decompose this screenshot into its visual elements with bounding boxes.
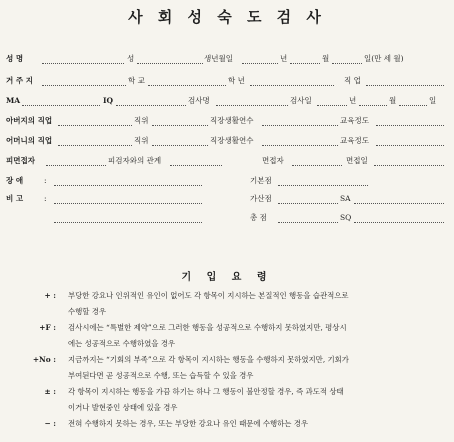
informant-field[interactable]	[46, 165, 106, 166]
birth-month-field[interactable]	[290, 63, 320, 64]
guide-symbol: ± :	[44, 387, 56, 396]
guide-text: 수행할 경우	[68, 307, 107, 316]
mother-position-field[interactable]	[152, 145, 208, 146]
row-test	[6, 95, 448, 107]
father-years-field[interactable]	[262, 125, 338, 126]
relation-label: 피검자와의 관계	[108, 156, 162, 165]
guide-text: 검사시에는 “특별한 제약”으로 그러한 행동을 성공적으로 수행하지 못하였지만, 평상시	[68, 323, 347, 332]
interviewer-field[interactable]	[292, 165, 342, 166]
day-age-label: 일(만 세 월)	[364, 54, 404, 63]
ma-field[interactable]	[22, 105, 100, 106]
basal-label: 기본점	[250, 176, 272, 185]
guide-item	[8, 352, 448, 368]
test-day-label: 일	[429, 96, 437, 105]
guide-item	[8, 320, 448, 336]
name-field[interactable]	[42, 63, 124, 64]
interviewer-label: 면접자	[262, 156, 284, 165]
address-label: 거 주 지	[6, 76, 33, 85]
sq-label: SQ	[340, 213, 352, 222]
guide-item	[8, 336, 448, 352]
disability-label: 장 애	[6, 176, 24, 185]
school-field[interactable]	[148, 85, 226, 86]
row-remarks	[6, 193, 448, 205]
father-edu-label: 교육정도	[340, 116, 369, 125]
gender-label: 성	[127, 54, 135, 63]
guide-item	[8, 368, 448, 384]
sa-field[interactable]	[354, 203, 444, 204]
father-position-field[interactable]	[152, 125, 208, 126]
guide-text: 이거나 발현중인 상태에 있을 경우	[68, 403, 178, 412]
row-interview	[6, 155, 448, 167]
guide-item	[8, 288, 448, 304]
sa-label: SA	[340, 194, 351, 203]
mother-years-label: 직장생활연수	[210, 136, 254, 145]
iq-label: IQ	[103, 96, 114, 105]
birth-year-field[interactable]	[242, 63, 278, 64]
guide-text: 부당한 강요나 인위적인 유인이 없어도 각 항목이 지시하는 본질적인 행동을 습관적으로	[68, 291, 349, 300]
test-year-field[interactable]	[317, 105, 347, 106]
guide-text: 전혀 수행하지 못하는 경우, 또는 부당한 강요나 유인 때문에 수행하는 경우	[68, 419, 309, 428]
remarks-field[interactable]	[54, 203, 202, 204]
relation-field[interactable]	[170, 165, 222, 166]
test-month-label: 월	[389, 96, 397, 105]
mother-years-field[interactable]	[262, 145, 338, 146]
birth-day-field[interactable]	[332, 63, 362, 64]
father-job-label: 아버지의 직업	[6, 116, 53, 125]
guide-list	[8, 288, 448, 432]
informant-label: 피면접자	[6, 156, 35, 165]
occupation-label: 직 업	[344, 76, 361, 85]
basal-field[interactable]	[278, 185, 368, 186]
row-mother	[6, 135, 448, 147]
additional-label: 가산점	[250, 194, 272, 203]
test-day-field[interactable]	[399, 105, 427, 106]
guide-item	[8, 384, 448, 400]
father-job-field[interactable]	[58, 125, 132, 126]
mother-position-label: 직위	[134, 136, 149, 145]
address-field[interactable]	[42, 85, 126, 86]
iq-field[interactable]	[116, 105, 186, 106]
test-date-label: 검사일	[290, 96, 312, 105]
father-edu-field[interactable]	[376, 125, 444, 126]
name-label: 성 명	[6, 54, 24, 63]
school-label: 학 교	[128, 76, 145, 85]
additional-field[interactable]	[278, 203, 338, 204]
ma-label: MA	[6, 96, 21, 105]
remarks-colon: :	[44, 194, 47, 203]
guide-symbol: +F :	[39, 323, 56, 332]
disability-colon: :	[44, 176, 47, 185]
mother-edu-label: 교육정도	[340, 136, 369, 145]
father-position-label: 직위	[134, 116, 149, 125]
remarks-label: 비 고	[6, 194, 24, 203]
page-title: 사 회 성 숙 도 검 사	[128, 8, 326, 26]
disability-field[interactable]	[54, 185, 202, 186]
row-father	[6, 115, 448, 127]
row-address	[6, 75, 448, 87]
guide-text: 지금까지는 “기회의 부족”으로 각 항목이 지시하는 행동을 수행하지 못하였지만, 기회가	[68, 355, 349, 364]
guide-title: 기 입 요 령	[181, 272, 273, 283]
interview-date-field[interactable]	[374, 165, 444, 166]
grade-label: 학 년	[228, 76, 245, 85]
sq-field[interactable]	[354, 222, 444, 223]
mother-job-label: 어머니의 직업	[6, 136, 53, 145]
month-label: 월	[322, 54, 330, 63]
row-name	[6, 53, 448, 65]
gender-field[interactable]	[137, 63, 203, 64]
guide-symbol: + :	[44, 291, 56, 300]
total-field[interactable]	[278, 222, 338, 223]
guide-text: 각 항목이 지시하는 행동을 가끔 하기는 하나 그 행동이 불안정할 경우, 즉 과도적 상태	[68, 387, 344, 396]
test-name-field[interactable]	[216, 105, 288, 106]
mother-job-field[interactable]	[58, 145, 132, 146]
row-total	[6, 212, 448, 224]
guide-item	[8, 416, 448, 432]
test-year-label: 년	[349, 96, 357, 105]
guide-symbol: − :	[44, 419, 56, 428]
guide-item	[8, 400, 448, 416]
remarks-field-2[interactable]	[54, 222, 202, 223]
guide-text: 부여된다면 곧 성공적으로 수행, 또는 습득할 수 있을 경우	[68, 371, 254, 380]
mother-edu-field[interactable]	[376, 145, 444, 146]
birth-date-label: 생년월일	[204, 54, 233, 63]
test-name-label: 검사명	[188, 96, 210, 105]
test-month-field[interactable]	[359, 105, 387, 106]
grade-field[interactable]	[250, 85, 334, 86]
year-label: 년	[280, 54, 288, 63]
father-years-label: 직장생활연수	[210, 116, 254, 125]
occupation-field[interactable]	[366, 85, 444, 86]
row-disability	[6, 175, 448, 187]
guide-symbol: +No :	[32, 355, 56, 364]
guide-text: 에는 성공적으로 수행하였을 경우	[68, 339, 176, 348]
guide-item	[8, 304, 448, 320]
interview-date-label: 면접일	[346, 156, 368, 165]
total-label: 총 점	[250, 213, 267, 222]
